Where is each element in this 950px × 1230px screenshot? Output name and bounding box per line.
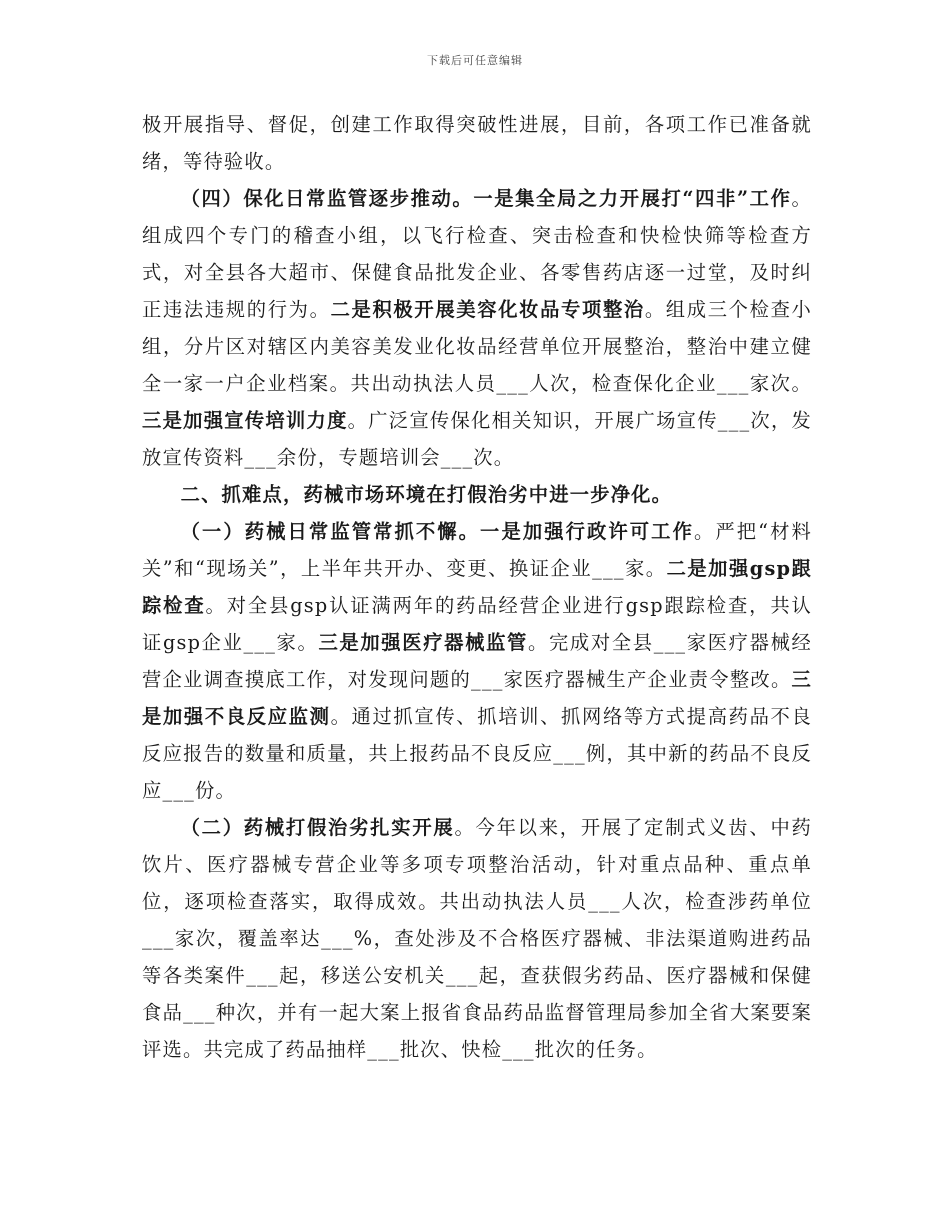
- body-text: 。今年以来，开展了定制式义齿、中药饮片、医疗器械专营企业等多项专项整治活动，针对重点品种、重点单位，逐项检查落实，取得成效。共出动执法人员___人次，检查涉药单位___家次，覆盖率达___%，查处涉及不合格医疗器械、非法渠道购进药品等各类案件___起，移送公安机关___起，查获假劣药品、医疗器械和保健食品___种次，并有一起大案上报省食品药品监督管理局参加全省大案要案评选。共完成了药品抽样___批次、快检___批次的任务。: [142, 816, 812, 1061]
- body-text: 。严把“材料关”和“现场关”，上半年共开办、变更、换证企业___家。: [142, 520, 812, 580]
- bold-heading-text: 二是积极开展美容化妆品专项整治: [330, 298, 645, 321]
- body-text: 。组成三个检查小组，分片区对辖区内美容美发业化妆品经营单位开展整治，整治中建立健全一家一户企业档案。共出动执法人员___人次，检查保化企业___家次。: [142, 298, 813, 395]
- paragraph: [142, 180, 812, 476]
- bold-heading-text: 三是加强不良反应监测: [142, 668, 812, 728]
- paragraph: [142, 106, 812, 180]
- body-text: 。完成对全县___家医疗器械经营企业调查摸底工作，对发现问题的___家医疗器械生产企业责令整改。: [142, 631, 813, 691]
- bold-heading-text: （二）药械打假治劣扎实开展: [180, 816, 455, 839]
- bold-heading-text: 二、抓难点，药械市场环境在打假治劣中进一步净化。: [180, 483, 673, 506]
- body-text: 。对全县gsp认证满两年的药品经营企业进行gsp跟踪检查，共认证gsp企业___家。: [142, 594, 812, 654]
- body-text: 。组成四个专门的稽查小组，以飞行检查、突击检查和快检快筛等检查方式，对全县各大超市、保健食品批发企业、各零售药店逐一过堂，及时纠正违法违规的行为。: [142, 187, 812, 321]
- bold-heading-text: 二是加强gsp跟踪检查: [142, 557, 812, 617]
- bold-heading-text: 三是加强医疗器械监管: [318, 631, 529, 654]
- paragraph: [142, 809, 812, 1068]
- bold-heading-text: 三是加强宣传培训力度: [142, 409, 348, 432]
- body-text: 极开展指导、督促，创建工作取得突破性进展，目前，各项工作已准备就绪，等待验收。: [142, 113, 812, 173]
- document-body: [142, 106, 812, 1068]
- body-text: 。广泛宣传保化相关知识，开展广场宣传___次，发放宣传资料___余份，专题培训会___次。: [142, 409, 812, 469]
- bold-heading-text: （一）药械日常监管常抓不懈。一是加强行政许可工作: [180, 520, 694, 543]
- bold-heading-text: （四）保化日常监管逐步推动。一是集全局之力开展打“四非”工作: [180, 187, 792, 210]
- paragraph: [142, 513, 812, 809]
- paragraph: [142, 476, 812, 513]
- body-text: 。通过抓宣传、抓培训、抓网络等方式提高药品不良反应报告的数量和质量，共上报药品不良反应___例，其中新的药品不良反应___份。: [142, 705, 812, 802]
- page-header: 下载后可任意编辑: [427, 54, 523, 67]
